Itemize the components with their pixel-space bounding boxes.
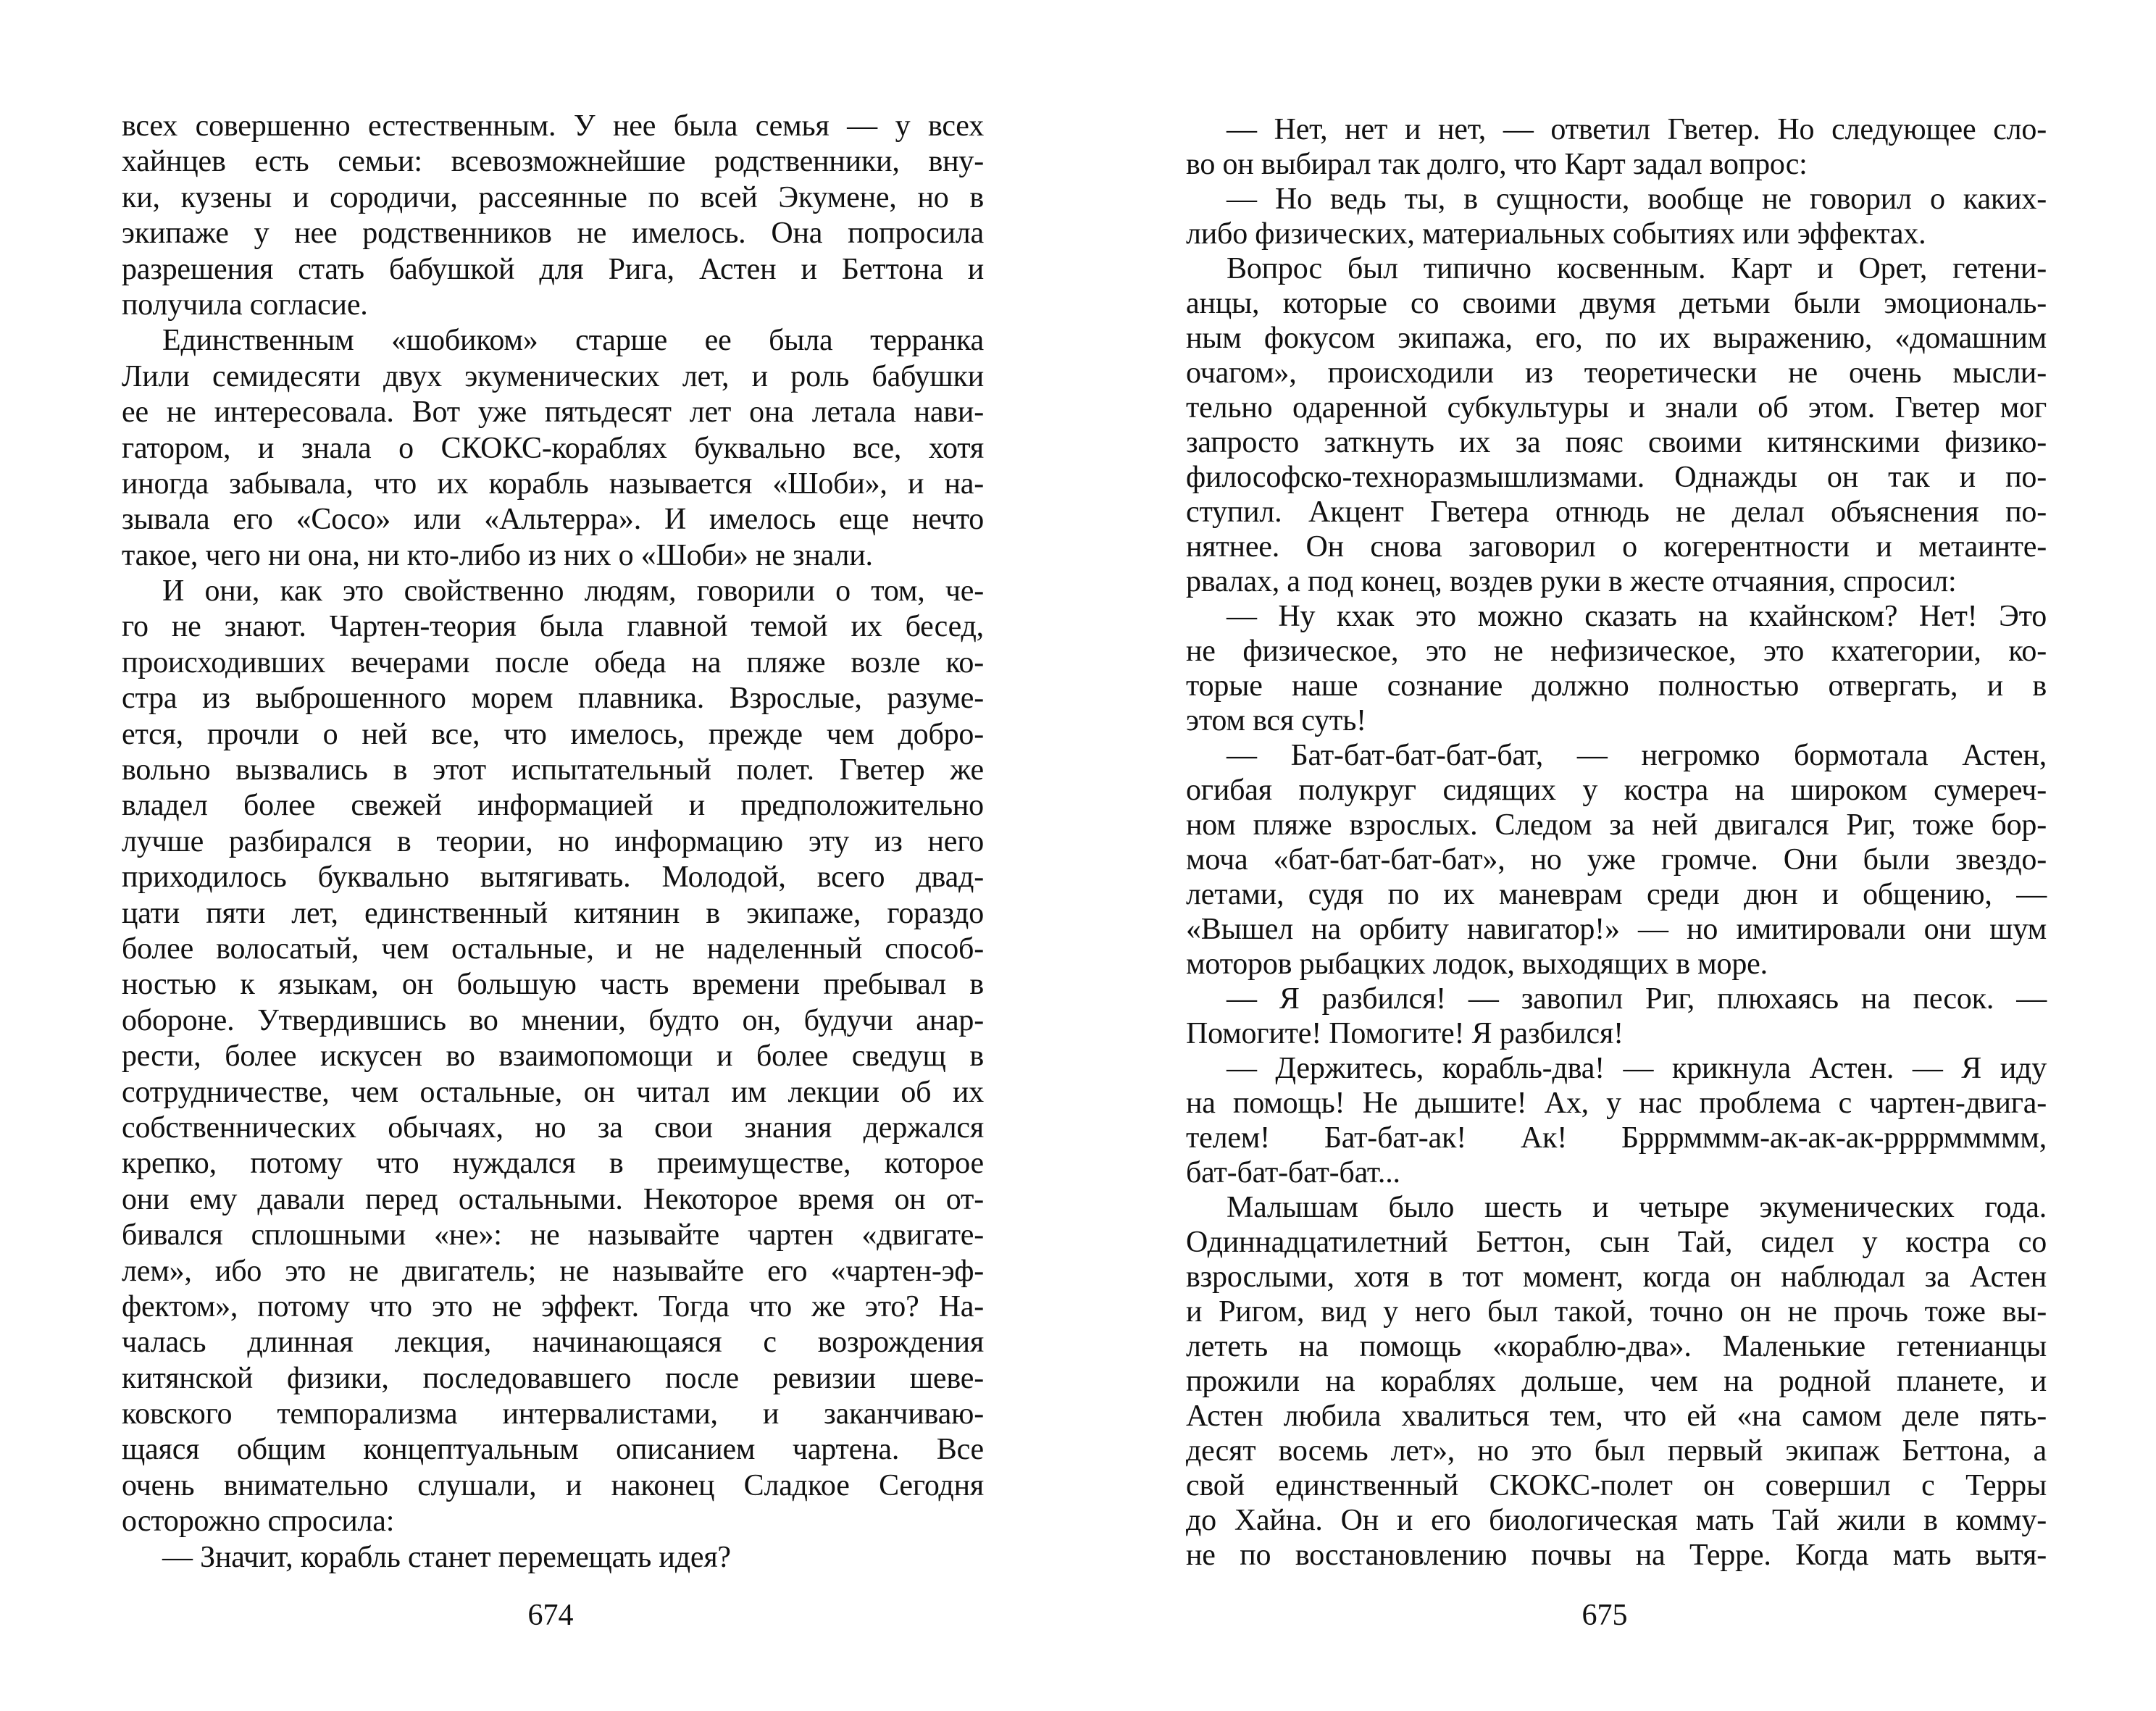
text-line: гатором, и знала о СКОКС-кораблях буквально все, хотя [122, 431, 984, 465]
text-line: не по восстановлению почвы на Терре. Когда мать вытя- [1186, 1539, 2047, 1572]
paragraph [122, 1540, 984, 1576]
text-line: Астен любила хвалиться тем, что ей «на самом деле пять- [1186, 1400, 2047, 1433]
paragraph [122, 323, 984, 574]
text-line: собственнических обычаях, но за свои знания держался [122, 1110, 984, 1145]
page-number-right: 675 [1582, 1599, 1628, 1632]
text-line: крепко, потому что нуждался в преимуществе, которое [122, 1147, 984, 1181]
text-line: очень внимательно слушали, и наконец Сладкое Сегодня [122, 1468, 984, 1502]
text-line: — Но ведь ты, в сущности, вообще не говорил о каких- [1227, 183, 2047, 216]
text-line: цати пяти лет, единственный китянин в экипаже, гораздо [122, 896, 984, 930]
paragraph [1186, 1190, 2047, 1573]
text-line: телем! Бат-бат-ак! Ак! Брррмммм-ак-ак-ак-ррррммммм, [1186, 1121, 2047, 1155]
text-line: ее не интересовала. Вот уже пятьдесят лет она летала нави- [122, 396, 984, 430]
text-line: хайнцев есть семьи: всевозможнейшие родственники, вну- [122, 145, 984, 179]
text-line: происходивших вечерами после обеда на пляже возле ко- [122, 645, 984, 679]
text-line: приходилось буквально вытягивать. Молодой, всего двад- [122, 861, 984, 895]
text-line: рвалах, а под конец, воздев руки в жесте отчаяния, спросил: [1186, 565, 1957, 598]
text-line: разрешения стать бабушкой для Рига, Астен и Беттона и [122, 252, 984, 286]
text-line: запросто заткнуть их за пояс своими китянскими физико- [1186, 426, 2047, 459]
text-line: обороне. Утвердившись во мнении, будто он, будучи анар- [122, 1003, 984, 1037]
text-line: — Нет, нет и нет, — ответил Гветер. Но следующее сло- [1227, 113, 2047, 146]
text-line: Вопрос был типично косвенным. Карт и Орет, гетени- [1227, 252, 2047, 285]
text-line: не физическое, это не нефизическое, это кхатегории, ко- [1186, 635, 2047, 668]
text-line: — Ну кхак это можно сказать на кхайнском? Нет! Это [1227, 600, 2047, 633]
paragraph [1186, 251, 2047, 599]
paragraph [1186, 1051, 2047, 1190]
text-line: Помогите! Помогите! Я разбился! [1186, 1017, 1624, 1050]
right-page-text [1186, 112, 2047, 1573]
text-line: осторожно спросила: [122, 1505, 395, 1539]
text-line: стра из выброшенного морем плавника. Взрослые, разуме- [122, 682, 984, 716]
paragraph [1186, 599, 2047, 738]
text-line: свой единственный СКОКС-полет он совершил с Терры [1186, 1469, 2047, 1502]
text-line: моторов рыбацких лодок, выходящих в море. [1186, 947, 1768, 981]
text-line: ном пляже взрослых. Следом за ней двигался Риг, тоже бор- [1186, 808, 2047, 842]
text-line: вольно вызвались в этот испытательный полет. Гветер же [122, 753, 984, 787]
text-line: фектом», потому что это не эффект. Тогда что же это? На- [122, 1289, 984, 1323]
text-line: более волосатый, чем остальные, и не наделенный способ- [122, 932, 984, 966]
text-line: огибая полукруг сидящих у костра на широком сумереч- [1186, 774, 2047, 807]
text-line: десят восемь лет», но это был первый экипаж Беттона, а [1186, 1434, 2047, 1468]
text-line: они ему давали перед остальными. Некоторое время он от- [122, 1182, 984, 1216]
text-line: моча «бат-бат-бат-бат», но уже громче. Они были звездо- [1186, 843, 2047, 877]
page-number-left: 674 [527, 1599, 574, 1632]
paragraph [122, 109, 984, 323]
text-line: го не знают. Чартен-теория была главной темой их бесед, [122, 610, 984, 644]
text-line: Лили семидесяти двух экуменических лет, и роль бабушки [122, 359, 984, 393]
text-line: ется, прочли о ней все, что имелось, прежде чем добро- [122, 717, 984, 751]
paragraph [1186, 182, 2047, 251]
left-page-text [122, 109, 984, 1576]
text-line: Малышам было шесть и четыре экуменических года. [1227, 1191, 2047, 1224]
paragraph [1186, 982, 2047, 1051]
text-line: философско-техноразмышлизмами. Однажды он так и по- [1186, 461, 2047, 494]
text-line: всех совершенно естественным. У нее была семья — у всех [122, 109, 984, 143]
text-line: «Вышел на орбиту навигатор!» — но имитировали они шум [1186, 913, 2047, 946]
text-line: летами, судя по их маневрам среди дюн и общению, — [1186, 878, 2047, 911]
text-line: И они, как это свойственно людям, говорили о том, че- [162, 574, 984, 608]
text-line: взрослыми, хотя в тот момент, когда он наблюдал за Астен [1186, 1260, 2047, 1294]
text-line: ки, кузены и сородичи, рассеянные по всей Экумене, но в [122, 180, 984, 214]
text-line: лучше разбирался в теории, но информацию эту из него [122, 824, 984, 858]
text-line: до Хайна. Он и его биологическая мать Тай жили в комму- [1186, 1504, 2047, 1537]
text-line: ным фокусом экипажа, его, по их выражению, «домашним [1186, 322, 2047, 355]
text-line: во он выбирал так долго, что Карт задал вопрос: [1186, 148, 1808, 181]
text-line: такое, чего ни она, ни кто-либо из них о «Шоби» не знали. [122, 538, 873, 572]
text-line: зывала его «Сосо» или «Альтерра». И имелось еще нечто [122, 503, 984, 537]
text-line: — Значит, корабль станет перемещать идея? [162, 1540, 731, 1574]
text-line: торые наше сознание должно полностью отвергать, и в [1186, 669, 2047, 703]
text-line: бат-бат-бат-бат... [1186, 1156, 1400, 1189]
text-line: получила согласие. [122, 288, 368, 322]
text-line: ковского темпорализма интервалистами, и заканчиваю- [122, 1397, 984, 1431]
paragraph [1186, 112, 2047, 182]
text-line: либо физических, материальных событиях или эффектах. [1186, 217, 1926, 251]
text-line: — Держитесь, корабль-два! — крикнула Астен. — Я иду [1227, 1052, 2047, 1085]
text-line: ступил. Акцент Гветера отнюдь не делал объяснения по- [1186, 495, 2047, 529]
text-line: экипаже у нее родственников не имелось. Она попросила [122, 217, 984, 251]
text-line: на помощь! Не дышите! Ах, у нас проблема с чартен-двига- [1186, 1087, 2047, 1120]
text-line: и Ригом, вид у него был такой, точно он не прочь тоже вы- [1186, 1295, 2047, 1329]
paragraph [1186, 738, 2047, 982]
text-line: чалась длинная лекция, начинающаяся с возрождения [122, 1326, 984, 1360]
text-line: прожили на кораблях дольше, чем на родной планете, и [1186, 1365, 2047, 1398]
text-line: иногда забывала, что их корабль называется «Шоби», и на- [122, 467, 984, 501]
text-line: бивался сплошными «не»: не называйте чартен «двигате- [122, 1218, 984, 1252]
text-line: — Бат-бат-бат-бат-бат, — негромко бормотала Астен, [1227, 739, 2047, 772]
text-line: Единственным «шобиком» старше ее была терранка [162, 324, 984, 358]
text-line: анцы, которые со своими двумя детьми были эмоциональ- [1186, 287, 2047, 320]
text-line: этом вся суть! [1186, 704, 1366, 737]
text-line: лететь на помощь «кораблю-два». Маленькие гетенианцы [1186, 1330, 2047, 1363]
text-line: владел более свежей информацией и предположительно [122, 789, 984, 823]
text-line: щаяся общим концептуальным описанием чартена. Все [122, 1433, 984, 1467]
text-line: нятнее. Он снова заговорил о когерентности и метаинте- [1186, 530, 2047, 564]
text-line: тельно одаренной субкультуры и знали об этом. Гветер мог [1186, 391, 2047, 424]
text-line: Одиннадцатилетний Беттон, сын Тай, сидел у костра со [1186, 1226, 2047, 1259]
paragraph [122, 574, 984, 1540]
text-line: очагом», происходили из теоретически не очень мысли- [1186, 356, 2047, 390]
text-line: сотрудничестве, чем остальные, он читал им лекции об их [122, 1075, 984, 1109]
text-line: китянской физики, последовавшего после ревизии шеве- [122, 1361, 984, 1395]
text-line: ностью к языкам, он большую часть времени пребывал в [122, 968, 984, 1002]
text-line: — Я разбился! — завопил Риг, плюхаясь на песок. — [1227, 982, 2047, 1016]
text-line: рести, более искусен во взаимопомощи и более сведущ в [122, 1039, 984, 1074]
text-line: лем», ибо это не двигатель; не называйте его «чартен-эф- [122, 1254, 984, 1288]
